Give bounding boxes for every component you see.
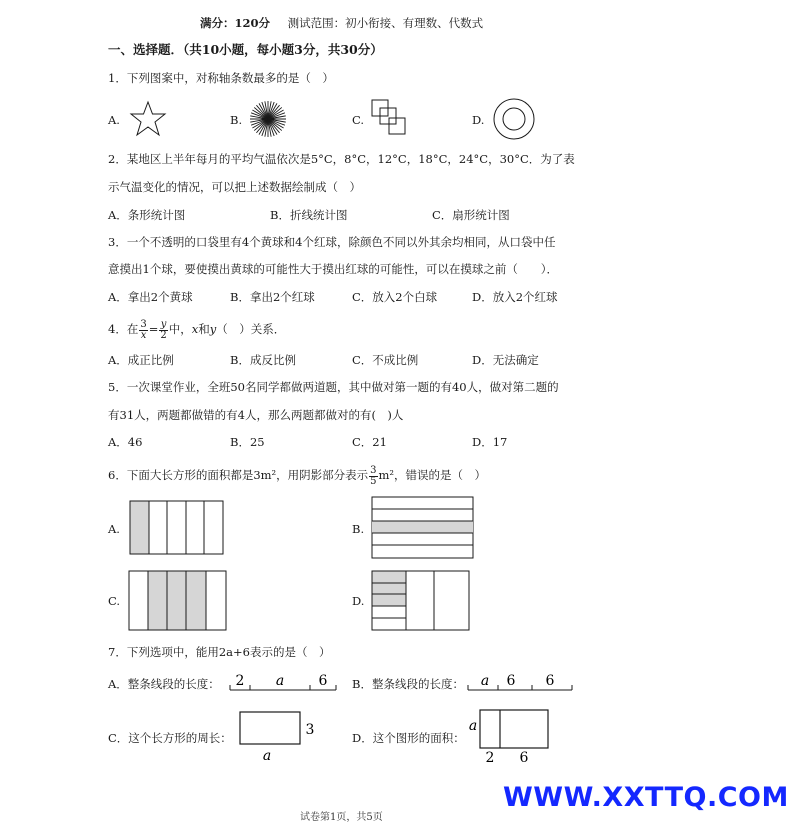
q1-option-a[interactable]: A. xyxy=(108,113,120,127)
q5-option-a[interactable]: A．46 xyxy=(108,435,143,449)
q7-option-a[interactable]: A．整条线段的长度： xyxy=(108,677,220,691)
q7-a-label-6: 6 xyxy=(318,673,328,689)
q6-option-c[interactable]: C. xyxy=(108,594,121,608)
q3-option-b[interactable]: B．拿出2个红球 xyxy=(230,290,315,304)
q4-option-b[interactable]: B．成反比例 xyxy=(230,353,296,367)
q6-option-d[interactable]: D. xyxy=(352,594,365,608)
q5-option-b[interactable]: B．25 xyxy=(230,435,265,449)
q7-b-label-6a: 6 xyxy=(506,673,516,689)
page-footer: 试卷第1页，共5页 xyxy=(300,812,383,823)
q7-c-bottom-label: a xyxy=(262,748,272,764)
q3-line1: 3．一个不透明的口袋里有4个黄球和4个红球，除颜色不同以外其余均相同，从口袋中任 xyxy=(108,235,556,249)
q6-option-a[interactable]: A. xyxy=(108,522,120,536)
star-icon xyxy=(128,100,168,138)
q6-figure-c xyxy=(128,570,228,632)
q4-f1-num: 3 xyxy=(140,318,147,330)
q7-figure-d xyxy=(466,706,554,766)
q3-option-c[interactable]: C．放入2个白球 xyxy=(352,290,438,304)
q7-d-left-label: a xyxy=(468,718,478,734)
q2-option-c[interactable]: C．扇形统计图 xyxy=(432,208,510,222)
q4-mid: 中， xyxy=(168,322,192,336)
q7-b-label-6b: 6 xyxy=(545,673,555,689)
q2-line2: 示气温变化的情况，可以把上述数据绘制成（ ） xyxy=(108,180,361,194)
q6-post: m²，错误的是（ ） xyxy=(378,468,487,482)
q6-frac-num: 3 xyxy=(370,464,377,476)
section-title: 一、选择题．（共10小题，每小题3分，共30分） xyxy=(108,42,383,57)
scope-label: 测试范围：初小衔接、有理数、代数式 xyxy=(287,16,484,30)
q4-f1-den: x xyxy=(140,329,147,341)
q6-figure-a xyxy=(129,500,225,556)
q7-segment-a xyxy=(228,670,340,696)
q4-option-a[interactable]: A．成正比例 xyxy=(108,353,174,367)
q4-option-c[interactable]: C．不成比例 xyxy=(352,353,419,367)
q7-rectangle-c xyxy=(236,708,322,764)
q6-option-b[interactable]: B. xyxy=(352,522,365,536)
q6-figure-d xyxy=(371,570,471,632)
sunburst-icon xyxy=(248,99,288,139)
q7-d-bottom-label-6: 6 xyxy=(519,750,529,766)
q6-pre: 6．下面大长方形的面积都是3m²，用阴影部分表示 xyxy=(108,468,369,482)
watermark: WWW.XXTTQ.COM xyxy=(503,782,789,813)
q4-f2-den: 2 xyxy=(160,329,167,341)
q4-stem xyxy=(108,314,285,344)
q7-stem: 7．下列选项中，能用2a+6表示的是（ ） xyxy=(108,645,331,659)
q4-and: 和 xyxy=(198,322,210,336)
q5-option-c[interactable]: C．21 xyxy=(352,435,387,449)
q2-option-b[interactable]: B．折线统计图 xyxy=(270,208,348,222)
q7-segment-b xyxy=(466,670,576,696)
q4-var-y: y xyxy=(209,322,217,336)
q5-line1: 5．一次课堂作业，全班50名同学都做两道题，其中做对第一题的有40人，做对第二题的 xyxy=(108,380,559,394)
q3-option-a[interactable]: A．拿出2个黄球 xyxy=(108,290,193,304)
q4-fraction-2 xyxy=(159,320,167,341)
q5-option-d[interactable]: D．17 xyxy=(472,435,508,449)
q7-a-label-2: 2 xyxy=(235,673,245,689)
q6-figure-b xyxy=(371,496,475,560)
header xyxy=(200,16,483,30)
overlapping-squares-icon xyxy=(368,98,410,140)
q1-option-d[interactable]: D. xyxy=(472,113,485,127)
q6-frac-den: 5 xyxy=(370,475,377,487)
q4-f2-num: y xyxy=(160,318,167,330)
q7-option-c[interactable]: C．这个长方形的周长： xyxy=(108,731,232,745)
q4-fraction-1 xyxy=(139,320,147,341)
q3-line2: 意摸出1个球，要使摸出黄球的可能性大于摸出红球的可能性，可以在摸球之前（ ）． xyxy=(108,262,559,276)
q1-option-c[interactable]: C. xyxy=(352,113,365,127)
q4-pre: 4．在 xyxy=(108,322,139,336)
q1-stem: 1．下列图案中，对称轴条数最多的是（ ） xyxy=(108,71,334,85)
q7-option-b[interactable]: B．整条线段的长度： xyxy=(352,677,464,691)
q5-line2: 有31人，两题都做错的有4人，那么两题都做对的有( )人 xyxy=(108,408,404,422)
q7-b-label-a: a xyxy=(480,673,490,689)
q4-equals: = xyxy=(148,322,159,336)
concentric-circles-icon xyxy=(492,97,536,141)
score-label: 满分：120分 xyxy=(200,16,271,30)
q6-fraction xyxy=(369,466,377,487)
q4-post: （ ）关系． xyxy=(216,322,286,336)
q1-option-b[interactable]: B. xyxy=(230,113,243,127)
q7-c-side-label: 3 xyxy=(305,722,315,738)
q7-option-d[interactable]: D．这个图形的面积： xyxy=(352,731,465,745)
q7-a-label-a: a xyxy=(275,673,285,689)
q2-option-a[interactable]: A．条形统计图 xyxy=(108,208,186,222)
q6-stem xyxy=(108,460,486,490)
q7-d-bottom-label-2: 2 xyxy=(485,750,495,766)
q4-option-d[interactable]: D．无法确定 xyxy=(472,353,539,367)
q4-var-x: x xyxy=(191,322,199,336)
q2-line1: 2．某地区上半年每月的平均气温依次是5°C，8°C，12°C，18°C，24°C，30°C．为了表 xyxy=(108,152,575,166)
q3-option-d[interactable]: D．放入2个红球 xyxy=(472,290,558,304)
